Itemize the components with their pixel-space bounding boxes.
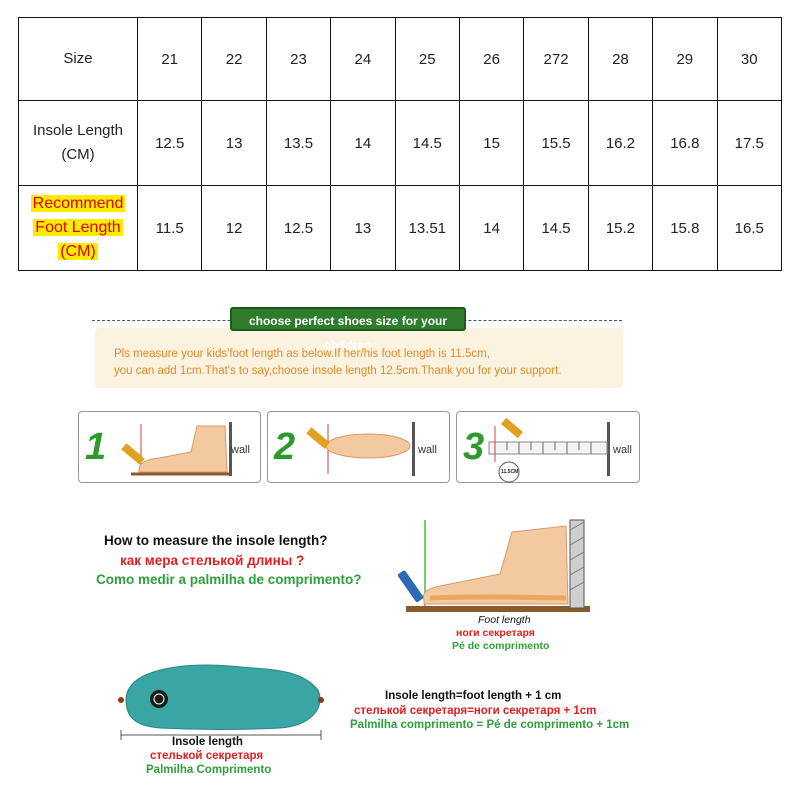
- insole-length-cell: 16.8: [653, 101, 717, 186]
- foot-length-header-line: Recommend: [32, 195, 124, 212]
- insole-length-label-pt: Palmilha Comprimento: [146, 764, 272, 776]
- insole-length-label-en: Insole length: [172, 736, 243, 748]
- foot-length-cell: 16.5: [717, 186, 781, 271]
- size-cell: 29: [653, 18, 717, 101]
- formula-pt: Palmilha comprimento = Pé de comprimento + 1cm: [350, 719, 630, 731]
- foot-length-cell: 11.5: [138, 186, 202, 271]
- formula-ru: стелькой секретаря=ноги секретаря + 1cm: [354, 705, 597, 717]
- foot-length-label-ru: ноги секретаря: [456, 627, 535, 639]
- step-number: 1: [85, 426, 107, 468]
- foot-length-cell: 14.5: [524, 186, 588, 271]
- insole-length-header-line: Insole Length: [32, 122, 124, 139]
- insole-length-cell: 14: [331, 101, 395, 186]
- wall-label: wall: [231, 444, 250, 456]
- wall-label: wall: [418, 444, 437, 456]
- insole-length-cell: 13.5: [266, 101, 330, 186]
- foot-length-cell: 13.51: [395, 186, 459, 271]
- insole-length-cell: 12.5: [138, 101, 202, 186]
- formula-en: Insole length=foot length + 1 cm: [385, 690, 562, 702]
- insole-length-cell: 14.5: [395, 101, 459, 186]
- insole-length-cell: 17.5: [717, 101, 781, 186]
- insole-length-cell: 15.5: [524, 101, 588, 186]
- step-number: 2: [274, 426, 296, 468]
- foot-length-label-pt: Pé de comprimento: [452, 640, 550, 652]
- foot-length-label-en: Foot length: [478, 614, 531, 626]
- insole-length-cell: 13: [202, 101, 266, 186]
- foot-length-header-line: Foot Length: [35, 219, 121, 236]
- foot-length-cell: 13: [331, 186, 395, 271]
- insole-length-cell: 16.2: [588, 101, 652, 186]
- insole-length-label-ru: стелькой секретаря: [150, 750, 264, 762]
- wall-label: wall: [613, 444, 632, 456]
- foot-length-cell: 12.5: [266, 186, 330, 271]
- how-to-title-pt: Como medir a palmilha de comprimento?: [96, 572, 362, 587]
- size-cell: 24: [331, 18, 395, 101]
- step-number: 3: [463, 426, 485, 468]
- size-cell: 22: [202, 18, 266, 101]
- size-cell: 21: [138, 18, 202, 101]
- foot-length-header-unit: (CM): [60, 243, 96, 260]
- insole-length-header-unit: (CM): [61, 146, 95, 163]
- how-to-title-en: How to measure the insole length?: [104, 533, 328, 548]
- size-cell: 272: [524, 18, 588, 101]
- insole-length-cell: 15: [459, 101, 523, 186]
- size-cell: 26: [459, 18, 523, 101]
- size-cell: 30: [717, 18, 781, 101]
- foot-length-cell: 15.2: [588, 186, 652, 271]
- note-line-2: you can add 1cm.That's to say,choose insole length 12.5cm.Thank you for your support.: [114, 365, 562, 377]
- size-cell: 28: [588, 18, 652, 101]
- foot-length-cell: 14: [459, 186, 523, 271]
- banner-title: choose perfect shoes size for your children: [230, 307, 466, 331]
- size-cell: 23: [266, 18, 330, 101]
- size-row-header: Size: [19, 18, 138, 101]
- measure-label: 11.5CM: [501, 469, 519, 475]
- how-to-title-ru: как мера стелькой длины ?: [120, 553, 305, 568]
- foot-length-cell: 12: [202, 186, 266, 271]
- size-cell: 25: [395, 18, 459, 101]
- note-line-1: Pls measure your kids'foot length as below.If her/his foot length is 11.5cm,: [114, 348, 490, 360]
- foot-length-cell: 15.8: [653, 186, 717, 271]
